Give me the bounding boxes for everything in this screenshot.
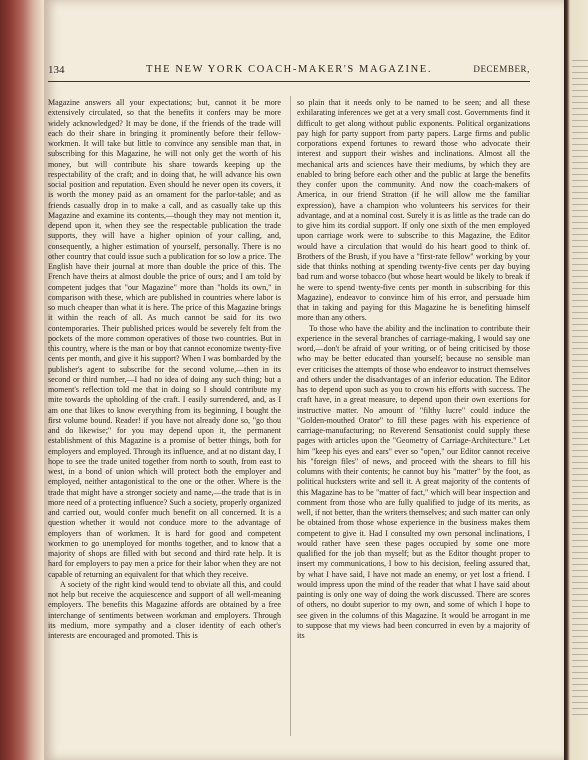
text-column-left: [48, 98, 281, 734]
running-header: [48, 64, 530, 80]
header-rule: [48, 81, 530, 82]
paragraph: Magazine answers all your expectations; but, cannot it be more extensively circulated, so that the benefits it confers may be more widely acknowledged? It may be done, if the friends of the trade will each do their share in bringing it prominently before their fellow-workmen. It will take but little to convince any sensible man that, in subscribing for this Magazine, he will not only get the worth of his money, but will contribute his share towards keeping up the respectability of the craft; and in doing that, he will advance his own social position and reputation. Even should he never open its covers, it is worth the money paid as an ornament for the parlor-table; and as friends casually drop in to make a call, and as casually take up this Magazine and examine its contents,—though they may not mention it, depend upon it, when they see the respectable publication the trade supports, they will have a higher opinion of your calling, and, consequently, a higher estimation of yourself, personally. There is no other country that could issue such a publication for so low a price. The English have their journal at more than double the price of this. The French have theirs at almost double the price of ours; and I am told by competent judges that "our Magazine" more than "holds its own," in comparison with these, which are published in countries where labor is so much cheaper than what it is here. The price of this Magazine brings it within the reach of all. As much cannot be said for its two contemporaries. Their published prices would be severely felt from the pockets of the more common operatives of those two countries. But in this country, where is the man or boy that cannot economize twenty-five cents per month, and give it his support? When I was bombarded by the publisher's agent to subscribe for the second volume,—then in its second or third number,—I had no idea of doing any such thing; but a moment's reflection told me that in doing so I should contribute my mite towards the upholding of the craft. I easily surrendered, and, as I am one that likes to know everything from its beginning, I bought the first volume bound. Reader! if you have not already done so, "go thou and do likewise;" for you may depend upon it, the permanent establishment of this Magazine is a promise of better things, both for employers and employed. Through its influence, and at no distant day, I hope to see the trade united together from north to south, from east to west, in a bond of union which will protect both the employer and employed, neither antagonistical to the one or the other. Where is the trade that might have a stronger society and name,—the trade that is in more need of a protecting influence? Such a society, properly organized and carried out, would confer much benefit on all concerned. It is a question whether it would not conduce more to the advantage of employers than of workmen. It is hard for good and competent workmen to go unemployed for months together, and to know that a majority of shops are filled with but second and third rate help. It is hard for employers to pay men a price for their labor when they are not capable of returning an equivalent for that which they receive.: [48, 98, 281, 579]
adjacent-page-edge: [564, 0, 588, 760]
header-month: DECEMBER,: [473, 64, 530, 74]
column-divider: [290, 96, 291, 736]
text-column-right: [297, 98, 530, 734]
paragraph: so plain that it needs only to be named to be seen; and all these exhilarating inferences we get at a very small cost. Governments find it difficult to get along without public exponents. Political organizations pay high for party support from party papers. Large firms and public corporations expend fortunes to reward those who advocate their interest and support their wishes and inclinations. Almost all the mechanical arts and sciences have their mediums, by which they are enabled to bring before each other and the public at large the benefits they confer upon the community. And now the coach-makers of America, in our friend Stratton (if he will allow me the familiar expression), have a champion who volunteers his services for their advantage, and at a nominal cost. Surely it is as little as the trade can do to give him its cordial support. If only one sixth of the men employed upon carriage work were to subscribe to this Magazine, the Editor would have a circulation that would do his heart good to think of. Brothers of the Brush, if you have a "first-rate fellow" working by your side that thinks nothing at spending twenty-five cents per day buying bad rum and worse tobacco (but whose heart would be likely to break if he were to spend twenty-five cents per month in subscribing for this Magazine), endeavor to convince him of his error, and persuade him that in taking and paying for this Magazine he is benefiting himself more than any others.: [297, 98, 530, 323]
page-number: 134: [48, 64, 65, 76]
adjacent-page-text-bleed: [572, 60, 588, 720]
paragraph: To those who have the ability and the inclination to contribute their experience in the several branches of carriage-making, I would say one word,—don't be afraid of your writing, or of being criticised by those who may be better educated than yourself; because no sensible man ever criticises the attempts of those who endeavor to instruct themselves and others under the disadvantages of an inferior education. The Editor has to depend upon such as you to crown his efforts with success. The craft have, in a great measure, to depend upon their own exertions for instructive matter. No amount of "filthy lucre" could induce the "Golden-mouthed Orator" to fill these pages with his experience of carriage-manufacturing; no Reverend Sensationist could supply these pages with articles upon the "Geometry of Carriage-Architecture." Let him "keep his eyes and ears" ever so "open," our Editor cannot receive his "foreign files" of news, and proceed with the shears to fill his columns with their contents; he cannot buy his "matter" by the foot, as political hucksters write and sell it. A great majority of the contents of this Magazine has to be "matter of fact," which will bear inspection and comment from those who are fully qualified to judge of its merits, as well, if not better, than the writers themselves; and such matter can only be obtained from those whose experience in the business makes them competent to give it. Had I consulted my own personal inclinations, I would rather have seen these pages occupied by some one more qualified for the job than myself; but as the Editor thought proper to insert my communications, I bow to his decision, feeling assured that, by what I have said, I have not made an enemy, or yet lost a friend. I would impress upon the mind of the reader that what I have said about painting is only one way of doing the work discussed. There are scores of others, no doubt superior to my own, and some of which I hope to see given in the columns of this Magazine. It would be arrogant in me to suppose that my views had been concurred in even by a majority of its: [297, 323, 530, 640]
paragraph: A society of the right kind would tend to obviate all this, and could not help but receive the acquiescence and support of all well-meaning employers. The benefits this Magazine affords are obtained by a free interchange of sentiments between workman and employers. Through its medium, more sympathy and a closer identity of each other's interests are encouraged and promoted. This is: [48, 579, 281, 640]
running-title: THE NEW YORK COACH-MAKER'S MAGAZINE.: [145, 64, 433, 75]
book-binding-edge: [0, 0, 44, 760]
